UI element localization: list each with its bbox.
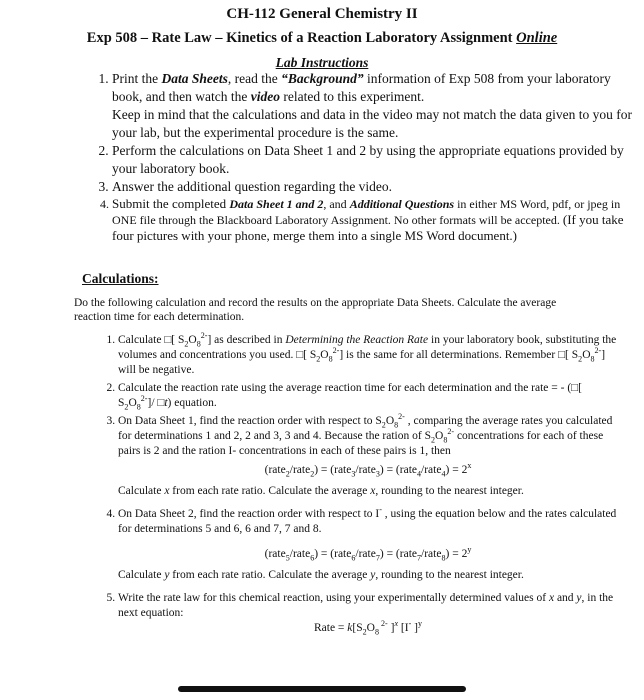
instruction-note: Keep in mind that the calculations and data in the video may not match the data given to you for your lab, but the experimental procedure is the same. [112, 107, 632, 140]
rate-law-equation: Rate = $k[S_2O_8$ $^{2-}$ ]$^x$ [I- ]$^y$ [313, 619, 423, 637]
instruction-item: 3. Answer the additional question regarding the video. [112, 178, 632, 196]
calculation-item: 1. Calculate □[ $S_2O_8^{2-}$] as described in Determining the Reaction Rate in your laboratory book, substituting the volumes and concentrations you used. □[ $S_2O_8^{2-}$] is the same for all determinations. Remember □[ $S_2O_8^{2-}$] will be negative. [118, 333, 618, 378]
calculation-item: 3. On Data Sheet 1, find the reaction order with respect to $S_2O_8^{2-}$ , comparing the average rates you calculated for determinations 1 and 2, 2 and 3, 3 and 4. Because the ration of $S_2O_8^{2-}$ concentrations for each of these pairs is 2 and the ration I- concentrations in each of these pairs is 1, then (rate$_2$/rate$_2$) = (rate$_3$/rate$_3$) = (rate$_4$/rate$_4$) = $2^x$ Calculate x from each rate ratio. Calculate the average x, rounding to the nearest integer. [118, 414, 618, 499]
calculate-y-text: Calculate y from each rate ratio. Calculate the average y, rounding to the nearest integer. [118, 569, 524, 581]
calculations-heading: Calculations: [82, 271, 159, 286]
calculation-item: 5. Write the rate law for this chemical reaction, using your experimentally determined values of x and y, in the next equation: Rate = $k[S_2O_8$ $^{2-}$ ]$^x$ [I- ]$^y$ [118, 591, 618, 636]
rate-ratio-equation-x: (rate$_2$/rate$_2$) = (rate$_3$/rate$_3$) = (rate$_4$/rate$_4$) = $2^x$ [264, 461, 472, 479]
calculate-x-text: Calculate x from each rate ratio. Calculate the average x, rounding to the nearest integer. [118, 485, 524, 497]
document-title: CH-112 General Chemistry II [226, 6, 418, 22]
subtitle-main: Exp 508 – Rate Law – Kinetics of a Reaction Laboratory Assignment [86, 30, 517, 46]
rate-ratio-equation-y: (rate$_5$/rate$_6$) = (rate$_6$/rate$_7$) = (rate$_7$/rate$_8$) = $2^y$ [264, 545, 472, 563]
calculation-item: 2. Calculate the reaction rate using the average reaction time for each determination and the rate = - (□[ $S_2O_8^{2-}]/$ □t) equation. [118, 381, 618, 411]
instruction-item: 2. Perform the calculations on Data Sheet 1 and 2 by using the appropriate equations provided by your laboratory book. [112, 142, 632, 178]
lab-instructions-heading: Lab Instructions [275, 55, 369, 70]
calculations-list [90, 333, 618, 639]
instructions-list [82, 70, 632, 244]
instruction-item: 4. Submit the completed Data Sheet 1 and 2, and Additional Questions in either MS Word, pdf, or jpeg in ONE file through the Blackboard Laboratory Assignment. No other formats will be accepted. (If you take four pictures with your phone, merge them into a single MS Word document.) [112, 196, 632, 244]
home-indicator-bar[interactable] [178, 686, 466, 692]
document-subtitle [0, 30, 644, 47]
instruction-item: 1. Print the Data Sheets, read the “Background” information of Exp 508 from your laboratory book, and then watch the video related to this experiment. Keep in mind that the calculations and data in the video may not match the data given to you for your lab, but the experimental procedure is the same. [112, 70, 632, 142]
calculations-intro: Do the following calculation and record the results on the appropriate Data Sheets. Calculate the average reaction time for each determination. [74, 297, 557, 323]
calculation-item: 4. On Data Sheet 2, find the reaction order with respect to I- , using the equation below and the rates calculated for determinations 5 and 6, 6 and 7, 7 and 8. (rate$_5$/rate$_6$) = (rate$_6$/rate$_7$) = (rate$_7$/rate$_8$) = $2^y$ Calculate y from each rate ratio. Calculate the average y, rounding to the nearest integer. [118, 507, 618, 583]
subtitle-online: Online [516, 30, 558, 46]
